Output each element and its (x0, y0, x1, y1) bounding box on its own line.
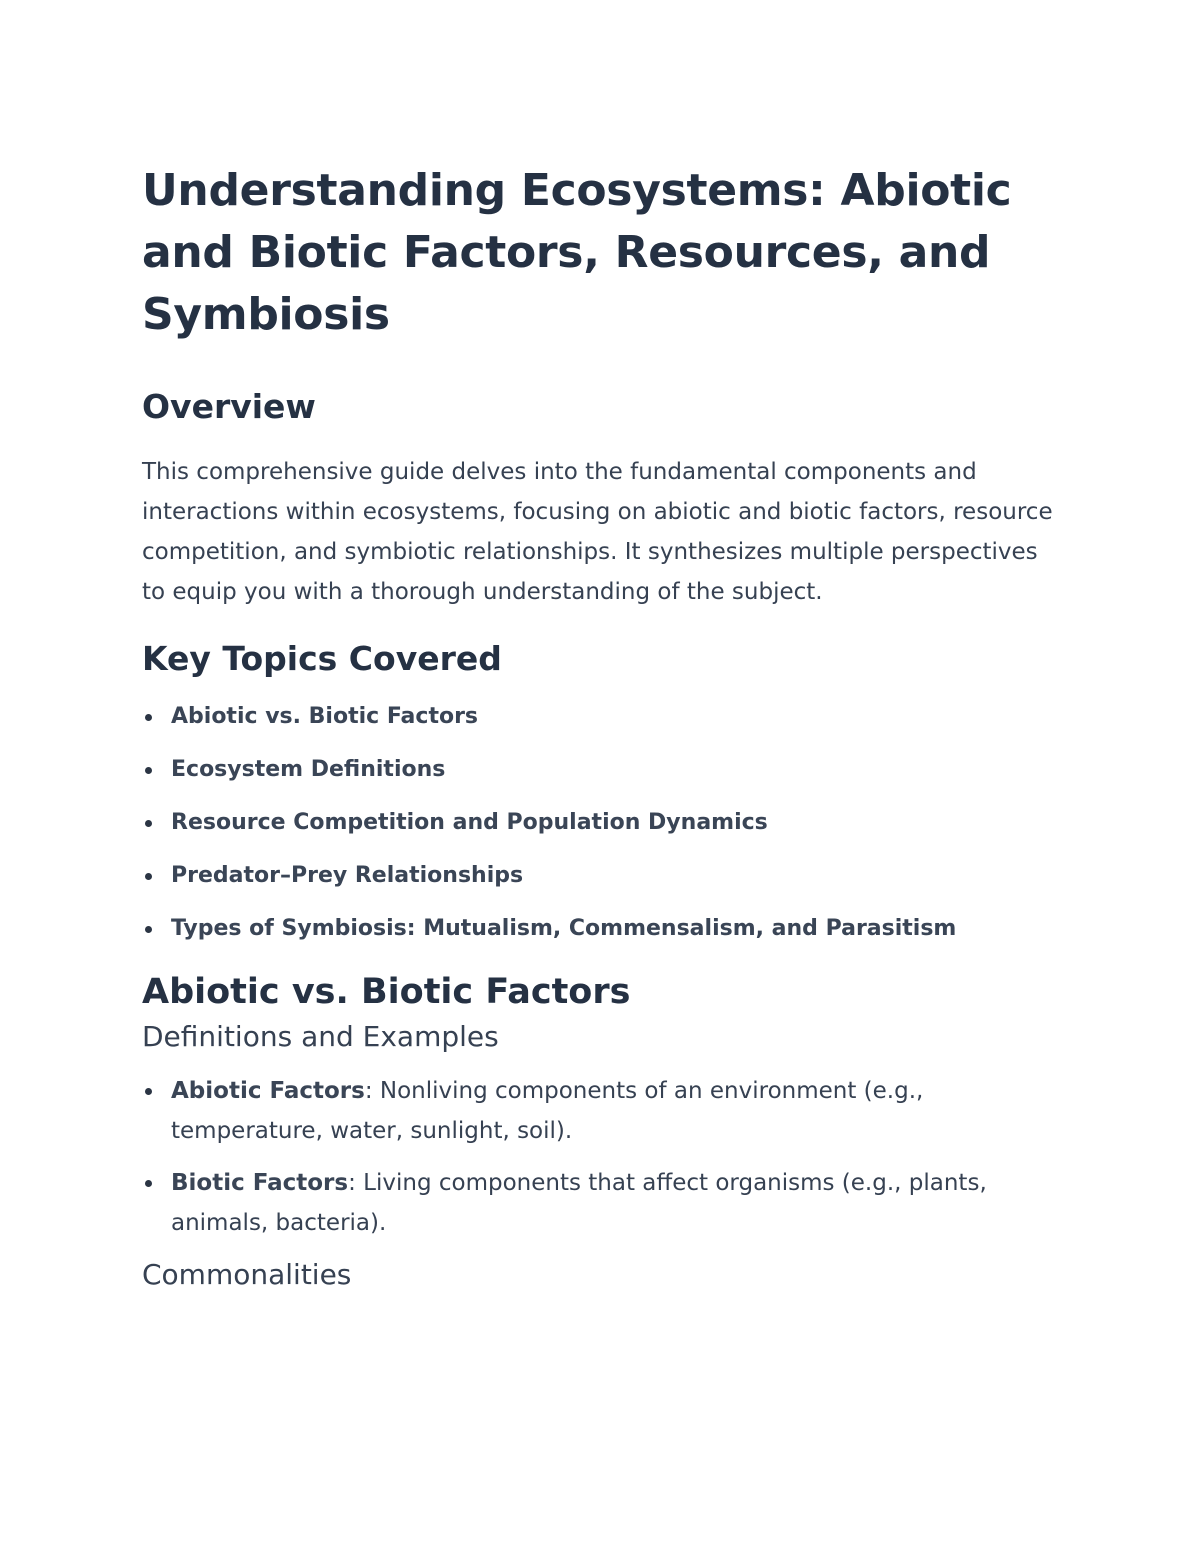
definitions-list (142, 1071, 1062, 1243)
definition-item (142, 1071, 1062, 1151)
commonalities-heading: Commonalities (142, 1258, 352, 1291)
document-title: Understanding Ecosystems: Abiotic and Biotic Factors, Resources, and Symbiosis (142, 165, 1012, 340)
definition-term: Biotic Factors (171, 1170, 349, 1196)
document-page (142, 160, 1062, 1295)
definitions-heading: Definitions and Examples (142, 1020, 499, 1053)
overview-paragraph: This comprehensive guide delves into the fundamental components and interactions within ecosystems, focusing on abiotic and biotic factors, resource competition, and symbiotic relationships. It synthesizes multiple perspectives to equip you with a thorough understanding of the subject. (142, 459, 1053, 605)
list-item: Predator–Prey Relationships (142, 861, 1062, 891)
list-item: Abiotic vs. Biotic Factors (142, 702, 1062, 732)
definition-text: Living components that affect organisms (e.g., plants, animals, bacteria). (171, 1170, 987, 1236)
key-topics-heading: Key Topics Covered (142, 639, 502, 678)
list-item: Resource Competition and Population Dynamics (142, 808, 1062, 838)
abiotic-biotic-heading: Abiotic vs. Biotic Factors (142, 972, 631, 1012)
definition-separator: : (364, 1078, 373, 1104)
overview-heading: Overview (142, 387, 316, 426)
list-item: Types of Symbiosis: Mutualism, Commensalism, and Parasitism (142, 914, 1062, 944)
key-topics-list (142, 702, 1062, 944)
definition-text: Nonliving components of an environment (e.g., temperature, water, sunlight, soil). (171, 1078, 924, 1144)
list-item: Ecosystem Definitions (142, 755, 1062, 785)
definition-separator: : (348, 1170, 356, 1196)
definition-item (142, 1163, 1062, 1243)
definition-term: Abiotic Factors (171, 1078, 365, 1104)
